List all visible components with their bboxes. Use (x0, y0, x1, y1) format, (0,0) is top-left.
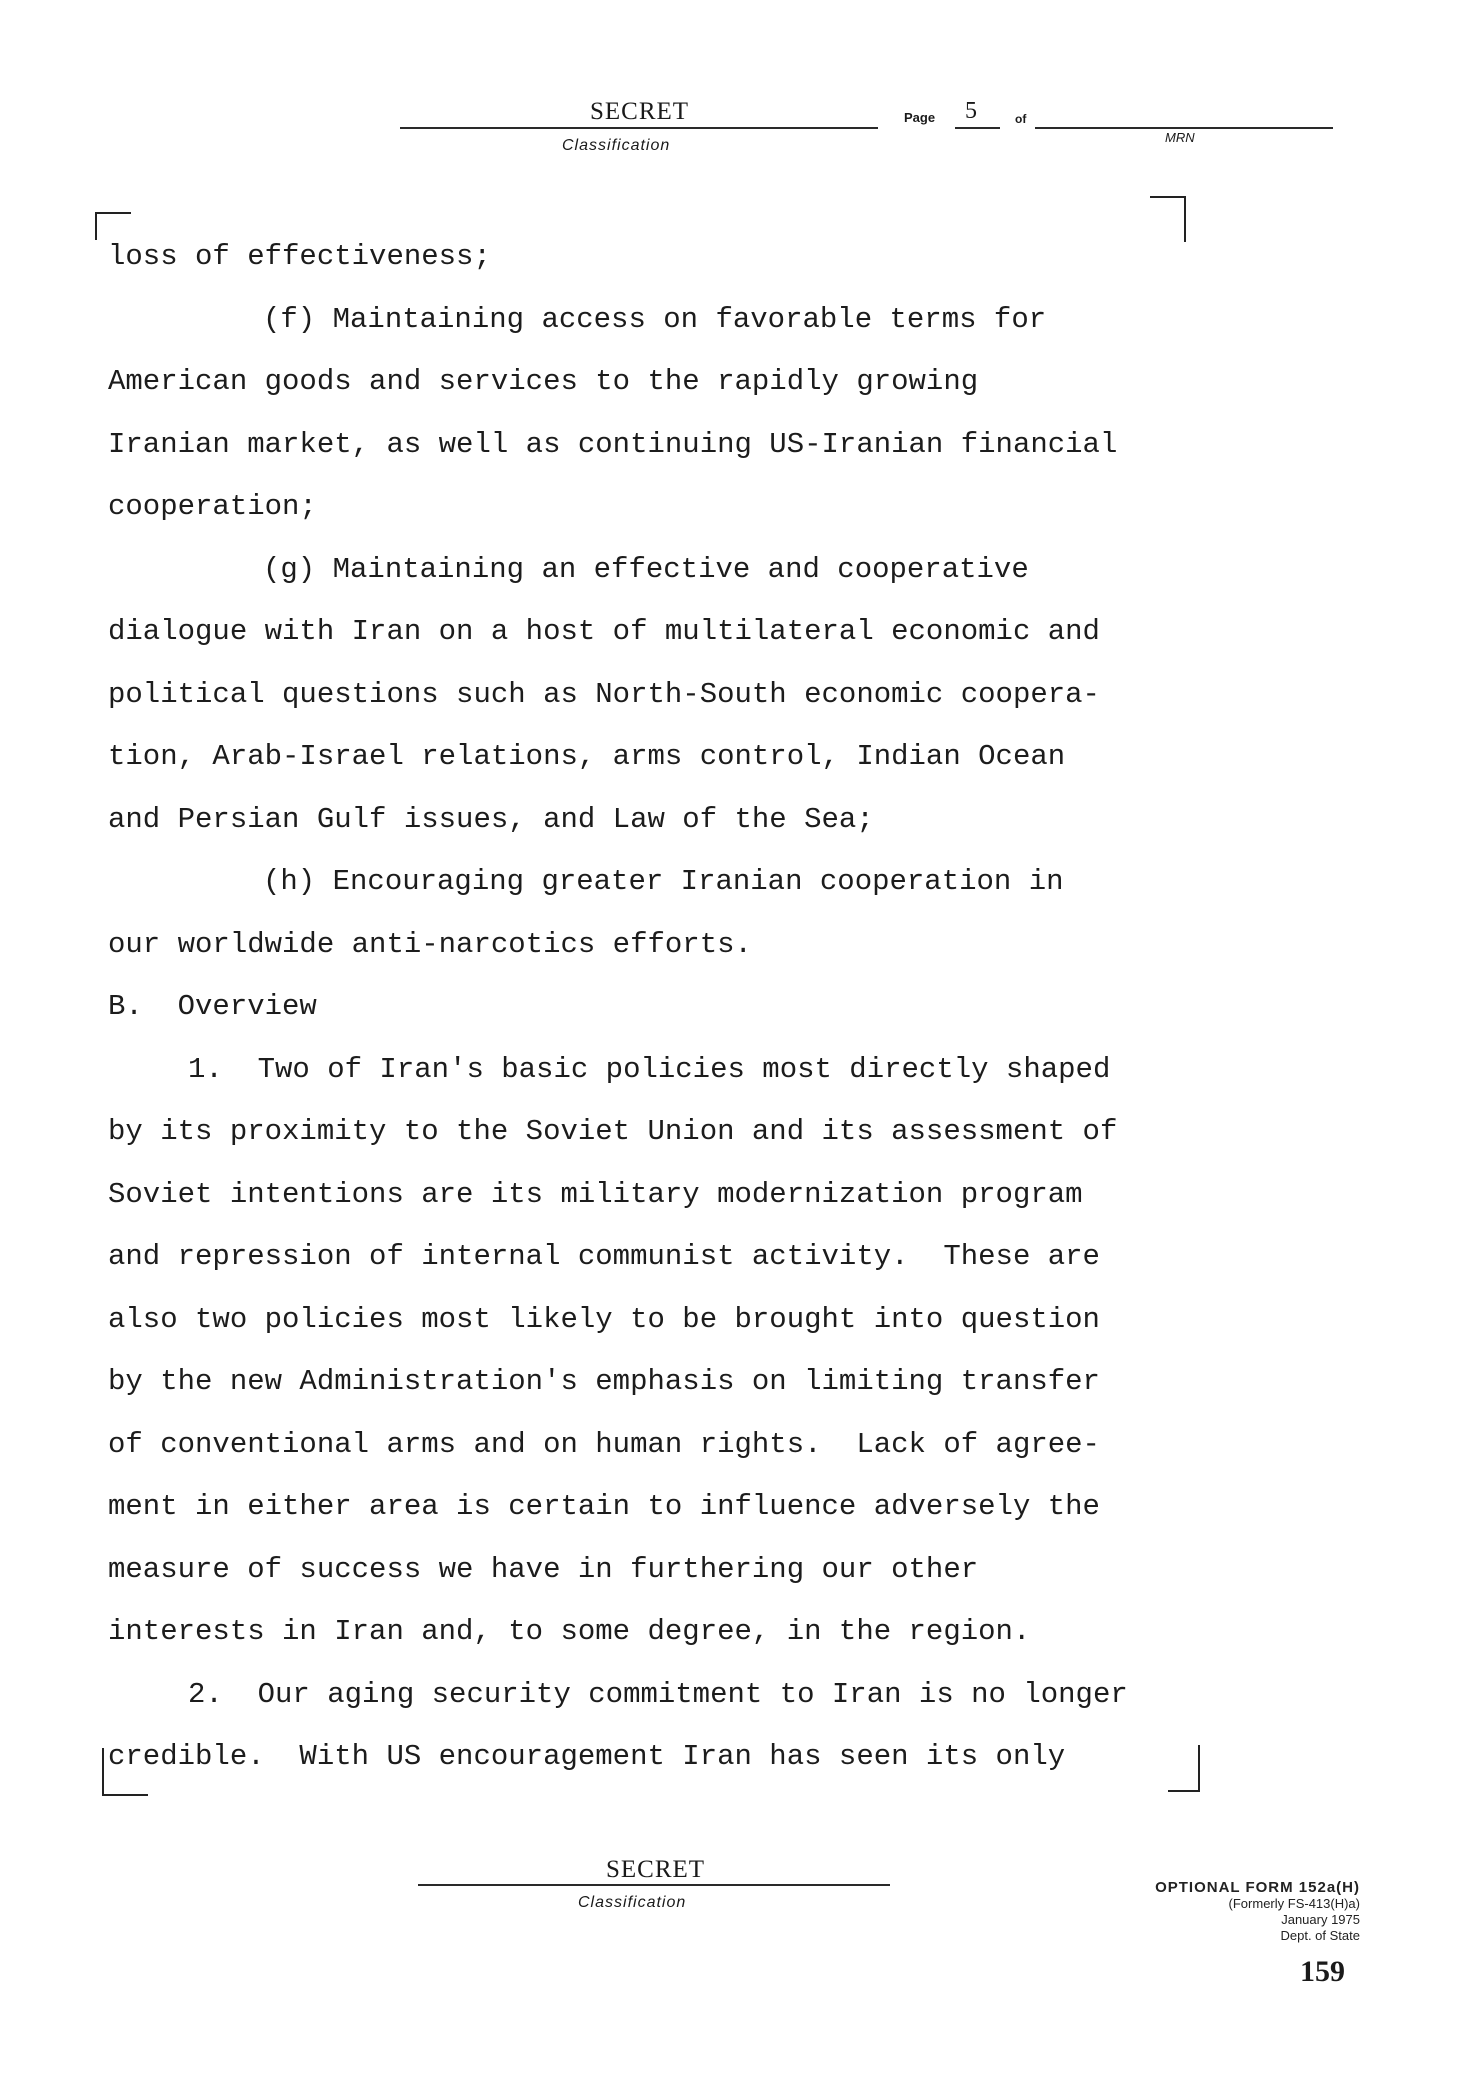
body-text (108, 226, 1218, 1789)
text-line: of conventional arms and on human rights. Lack of agree- (108, 1427, 1100, 1461)
text-line: cooperation; (108, 490, 317, 523)
text-line: measure of success we have in furthering our other (108, 1552, 979, 1586)
text-line: dialogue with Iran on a host of multilateral economic and (108, 615, 1100, 648)
footer-classification-rule (418, 1884, 890, 1886)
mrn-rule (1035, 127, 1333, 129)
form-line: (Formerly FS-413(H)a) (1228, 1896, 1360, 1911)
text-line: loss of effectiveness; (108, 240, 491, 273)
header-classification-word: SECRET (590, 98, 690, 125)
form-line: OPTIONAL FORM 152a(H) (1155, 1879, 1360, 1896)
text-line: 1. Two of Iran's basic policies most directly shaped (188, 1052, 1111, 1086)
page-number-rule (955, 127, 1000, 129)
text-line: Iranian market, as well as continuing US-Iranian financial (108, 427, 1118, 461)
text-line: 2. Our aging security commitment to Iran is no longer (188, 1677, 1128, 1711)
text-line: and repression of internal communist activity. These are (108, 1240, 1100, 1273)
of-label: of (1015, 112, 1027, 126)
footer-classification-label: Classification (578, 1894, 687, 1911)
page-number: 5 (965, 98, 977, 124)
text-line: our worldwide anti-narcotics efforts. (108, 927, 752, 961)
header-classification-rule (400, 127, 878, 129)
section-heading: B. Overview (108, 990, 317, 1023)
form-line: Dept. of State (1280, 1928, 1360, 1943)
mrn-label: MRN (1165, 130, 1195, 145)
footer-classification-word: SECRET (606, 1856, 706, 1883)
bates-number: 159 (1300, 1955, 1345, 1988)
form-identifier (1050, 1880, 1360, 1944)
page-label: Page (904, 110, 936, 125)
text-line: political questions such as North-South economic coopera- (108, 677, 1100, 711)
text-line: by the new Administration's emphasis on limiting transfer (108, 1365, 1100, 1398)
text-line: ment in either area is certain to influence adversely the (108, 1490, 1100, 1523)
text-line: interests in Iran and, to some degree, in the region. (108, 1615, 1031, 1648)
text-line: (f) Maintaining access on favorable terms for (263, 302, 1047, 336)
text-line: by its proximity to the Soviet Union and its assessment of (108, 1115, 1118, 1148)
text-line: (h) Encouraging greater Iranian cooperation in (263, 865, 1064, 898)
text-line: (g) Maintaining an effective and cooperative (263, 552, 1029, 586)
text-line: credible. With US encouragement Iran has seen its only (108, 1740, 1066, 1773)
text-line: also two policies most likely to be brought into question (108, 1302, 1100, 1336)
header-classification-label: Classification (562, 137, 671, 154)
form-line: January 1975 (1281, 1912, 1360, 1927)
text-line: and Persian Gulf issues, and Law of the Sea; (108, 802, 874, 836)
text-line: tion, Arab-Israel relations, arms control, Indian Ocean (108, 740, 1066, 773)
text-line: Soviet intentions are its military modernization program (108, 1177, 1083, 1211)
text-line: American goods and services to the rapidly growing (108, 365, 979, 398)
